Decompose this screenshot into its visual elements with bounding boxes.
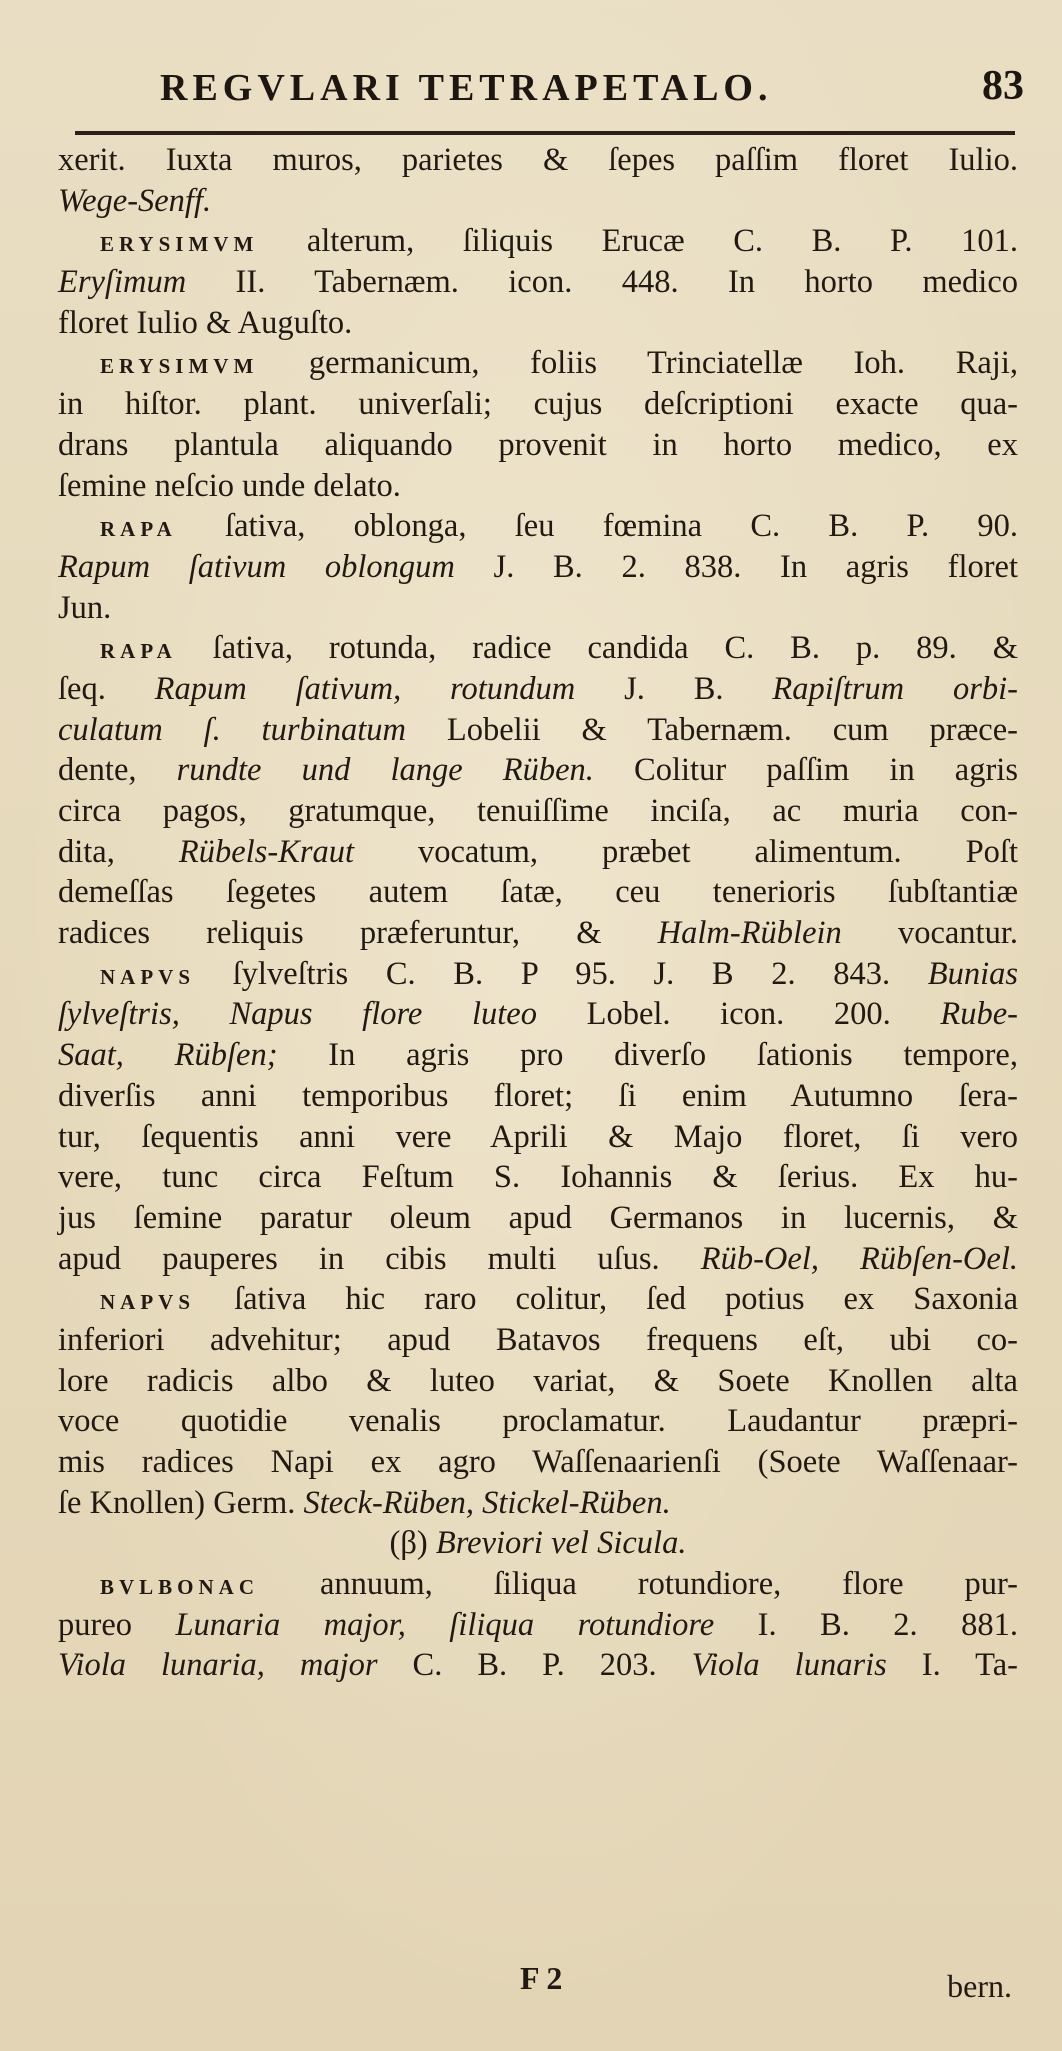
text-run: (β) xyxy=(389,1525,436,1562)
text-line xyxy=(58,140,1018,181)
italic-text: Rübels-Kraut xyxy=(178,833,354,870)
entry-heading: ERYSIMVM xyxy=(100,354,259,379)
text-line xyxy=(58,1564,1018,1605)
entry-heading: NAPVS xyxy=(100,964,196,989)
text-run: lore radicis albo & luteo variat, & Soete Knollen alta xyxy=(58,1362,1018,1399)
italic-text: Lunaria major, ſiliqua rotundiore xyxy=(175,1606,715,1643)
text-run: pureo xyxy=(58,1606,176,1643)
text-line xyxy=(58,913,1018,954)
text-run: Lobel. icon. 200. xyxy=(536,996,941,1033)
text-run: ſeq. xyxy=(58,670,155,707)
italic-text: Bunias xyxy=(927,955,1018,992)
text-line xyxy=(58,1035,1018,1076)
text-line xyxy=(58,1483,1018,1524)
text-run: Lobelii & Tabernæm. cum præce- xyxy=(406,711,1018,748)
page-number: 83 xyxy=(982,63,1024,109)
text-run: apud pauperes in cibis multi uſus. xyxy=(58,1240,701,1277)
text-line xyxy=(58,669,1018,710)
text-run: drans plantula aliquando provenit in horto medico, ex xyxy=(58,426,1018,463)
text-run: dente, xyxy=(58,752,177,789)
text-run: xerit. Iuxta muros, parietes & ſepes paſſim floret Iulio. xyxy=(58,142,1018,178)
italic-text: culatum ſ. turbinatum xyxy=(58,711,406,748)
text-run: vere, tunc circa Feſtum S. Iohannis & ſerius. Ex hu- xyxy=(58,1159,1018,1196)
text-run: voce quotidie venalis proclamatur. Laudantur præpri- xyxy=(58,1403,1018,1440)
text-run: ſativa, rotunda, radice candida C. B. p. 89. & xyxy=(176,630,1018,667)
text-run: dita, xyxy=(58,833,179,870)
text-line xyxy=(58,1605,1018,1646)
text-line xyxy=(58,1320,1018,1361)
text-line xyxy=(58,1401,1018,1442)
text-run: In agris pro diverſo ſationis tempore, xyxy=(277,1037,1018,1074)
page-footer xyxy=(0,1958,1062,2008)
text-run: radices reliquis præferuntur, & xyxy=(58,915,658,952)
entry-heading: NAPVS xyxy=(100,1290,196,1315)
text-line xyxy=(58,384,1018,425)
text-line xyxy=(58,1239,1018,1280)
text-line xyxy=(58,1198,1018,1239)
text-run: ſativa, oblonga, ſeu fœmina C. B. P. 90. xyxy=(176,508,1018,545)
text-run: ſemine neſcio unde delato. xyxy=(58,467,401,504)
italic-text: Rapum ſativum oblongum xyxy=(58,548,455,585)
text-run: mis radices Napi ex agro Waſſenaarienſi (Soete Waſſenaar- xyxy=(58,1444,1018,1480)
running-head xyxy=(0,62,1062,118)
text-line xyxy=(58,1117,1018,1158)
text-run: demeſſas ſegetes autem ſatæ, ceu tenerioris ſubſtantiæ xyxy=(58,874,1018,911)
text-run: J. B. 2. 838. In agris floret xyxy=(454,548,1018,585)
italic-text: Breviori vel Sicula. xyxy=(435,1525,687,1562)
italic-text: Rapum ſativum, rotundum xyxy=(154,670,576,707)
text-run: Colitur paſſim in agris xyxy=(593,752,1018,789)
italic-text: Rube- xyxy=(940,996,1019,1033)
text-run: II. Tabernæm. icon. 448. In horto medico xyxy=(186,264,1018,301)
text-line xyxy=(58,750,1018,791)
text-run: alterum, ſiliquis Erucæ C. B. P. 101. xyxy=(258,223,1018,260)
italic-text: Viola lunaria, major xyxy=(58,1647,378,1684)
text-line xyxy=(58,588,1018,629)
text-run: I. Ta- xyxy=(886,1647,1018,1684)
entry-heading: ERYSIMVM xyxy=(100,232,259,257)
text-line xyxy=(58,710,1018,751)
text-line xyxy=(58,1279,1018,1320)
text-line xyxy=(58,954,1018,995)
text-run: vocantur. xyxy=(841,915,1018,952)
italic-text: Steck-Rüben, Stickel-Rüben. xyxy=(303,1484,671,1521)
text-run: floret Iulio & Auguſto. xyxy=(58,304,353,341)
text-line xyxy=(58,262,1018,303)
text-line xyxy=(58,425,1018,466)
italic-text: Viola lunaris xyxy=(691,1647,887,1684)
text-run: I. B. 2. 881. xyxy=(714,1606,1018,1643)
catchword: bern. xyxy=(947,1968,1012,2004)
text-line xyxy=(58,506,1018,547)
text-line xyxy=(58,994,1018,1035)
text-line xyxy=(58,628,1018,669)
body-text xyxy=(58,140,1018,1686)
text-line xyxy=(58,221,1018,262)
text-line xyxy=(58,303,1018,344)
text-line xyxy=(58,832,1018,873)
italic-text: Rapiſtrum orbi- xyxy=(772,670,1018,707)
text-run: circa pagos, gratumque, tenuiſſime inciſa, ac muria con- xyxy=(58,793,1018,829)
signature-mark: F 2 xyxy=(520,1960,563,1996)
text-line xyxy=(58,547,1018,588)
header-rule xyxy=(75,131,1015,135)
entry-heading: RAPA xyxy=(100,639,177,664)
text-line xyxy=(58,466,1018,507)
text-line xyxy=(58,1076,1018,1117)
text-run: in hiſtor. plant. univerſali; cujus deſcriptioni exacte qua- xyxy=(58,386,1018,423)
text-line xyxy=(58,791,1018,832)
text-line xyxy=(58,1645,1018,1686)
text-line xyxy=(58,1157,1018,1198)
entry-heading: RAPA xyxy=(100,517,177,542)
text-run: germanicum, foliis Trinciatellæ Ioh. Raji, xyxy=(258,345,1018,382)
italic-text: Wege-Senff. xyxy=(58,182,212,219)
italic-text: Saat, Rübſen; xyxy=(58,1037,278,1074)
entry-heading: BVLBONAC xyxy=(100,1575,260,1600)
text-run: annuum, ſiliqua rotundiore, flore pur- xyxy=(259,1566,1018,1603)
text-run: ſylveſtris C. B. P 95. J. B 2. 843. xyxy=(195,955,928,992)
text-run: vocatum, præbet alimentum. Poſt xyxy=(354,833,1018,870)
text-run: diverſis anni temporibus floret; ſi enim Autumno ſera- xyxy=(58,1077,1018,1114)
text-line xyxy=(58,343,1018,384)
italic-text: ſylveſtris, Napus flore luteo xyxy=(58,996,537,1033)
text-run: Jun. xyxy=(58,589,112,626)
text-line xyxy=(58,1523,1018,1564)
text-run: tur, ſequentis anni vere Aprili & Majo floret, ſi vero xyxy=(58,1118,1018,1155)
text-line xyxy=(58,1442,1018,1483)
text-run: ſe Knollen) Germ. xyxy=(58,1484,304,1521)
text-run: C. B. P. 203. xyxy=(377,1647,692,1684)
italic-text: Halm-Rüblein xyxy=(657,915,842,952)
text-run: J. B. xyxy=(575,670,773,707)
text-run: jus ſemine paratur oleum apud Germanos in lucernis, & xyxy=(58,1199,1018,1236)
text-run: inferiori advehitur; apud Batavos frequens eſt, ubi co- xyxy=(58,1321,1018,1358)
text-line xyxy=(58,181,1018,222)
text-line xyxy=(58,1361,1018,1402)
italic-text: rundte und lange Rüben. xyxy=(176,752,594,789)
text-run: ſativa hic raro colitur, ſed potius ex Saxonia xyxy=(195,1281,1018,1318)
italic-text: Eryſimum xyxy=(58,264,187,301)
running-title: REGVLARI TETRAPETALO. xyxy=(160,67,773,109)
italic-text: Rüb-Oel, Rübſen-Oel. xyxy=(700,1240,1018,1277)
text-line xyxy=(58,872,1018,913)
